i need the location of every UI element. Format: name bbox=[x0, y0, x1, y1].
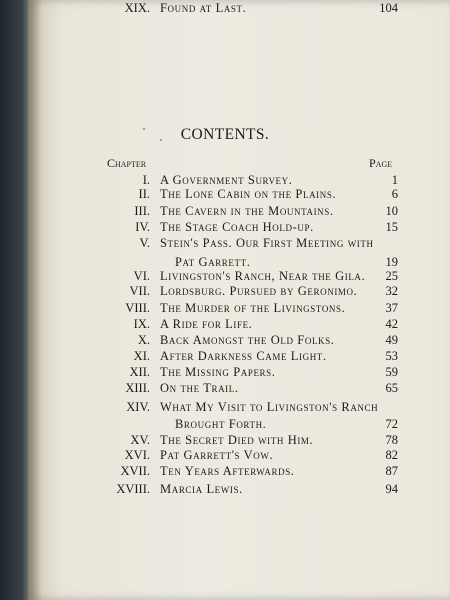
page-number: 94 bbox=[385, 482, 398, 496]
chapter-number: XVI. bbox=[124, 448, 150, 462]
page-number: 10 bbox=[385, 204, 398, 218]
page-number: 53 bbox=[385, 349, 398, 363]
page-number: 15 bbox=[385, 220, 398, 234]
toc-entry bbox=[0, 332, 450, 348]
page-number: 1 bbox=[391, 173, 398, 187]
page-number: 25 bbox=[385, 269, 398, 283]
toc-entry bbox=[0, 186, 450, 202]
page-number: 37 bbox=[385, 301, 398, 315]
chapter-title: A Government Survey. bbox=[160, 173, 293, 187]
chapter-number: XI. bbox=[133, 349, 150, 363]
chapter-title: Lordsburg. Pursued by Geronimo. bbox=[160, 284, 358, 298]
chapter-number: IV. bbox=[135, 220, 150, 234]
toc-entry bbox=[0, 364, 450, 380]
toc-entry bbox=[0, 219, 450, 235]
chapter-title: Livingston's Ranch, Near the Gila. bbox=[160, 269, 366, 283]
page-number: 59 bbox=[385, 365, 398, 379]
toc-entry bbox=[0, 235, 450, 251]
chapter-number: XII. bbox=[129, 365, 150, 379]
chapter-title: The Secret Died with Him. bbox=[160, 433, 314, 447]
chapter-number: VIII. bbox=[125, 301, 150, 315]
toc-entry bbox=[0, 380, 450, 396]
toc-entry bbox=[0, 0, 450, 16]
page-number: 78 bbox=[385, 433, 398, 447]
page-column-header: Page bbox=[369, 156, 393, 170]
chapter-title: Ten Years Afterwards. bbox=[160, 464, 295, 478]
chapter-title: The Stage Coach Hold-up. bbox=[160, 220, 314, 234]
toc-entry bbox=[0, 268, 450, 284]
chapter-title: The Missing Papers. bbox=[160, 365, 276, 379]
toc-entry bbox=[0, 203, 450, 219]
toc-entry-continuation bbox=[0, 416, 450, 432]
chapter-title: Stein's Pass. Our First Meeting with bbox=[160, 236, 374, 250]
chapter-title-continuation: Pat Garrett. bbox=[175, 255, 251, 269]
chapter-number: X. bbox=[137, 333, 150, 347]
chapter-title: The Cavern in the Mountains. bbox=[160, 204, 334, 218]
chapter-number: XIX. bbox=[124, 1, 150, 15]
chapter-number: II. bbox=[138, 187, 150, 201]
page-number: 32 bbox=[385, 284, 398, 298]
toc-entry bbox=[0, 316, 450, 332]
page-number: 19 bbox=[385, 255, 398, 269]
toc-entry bbox=[0, 481, 450, 497]
chapter-title: Found at Last. bbox=[160, 1, 247, 15]
page-number: 87 bbox=[385, 464, 398, 478]
chapter-title-continuation: Brought Forth. bbox=[175, 417, 267, 431]
toc-entry bbox=[0, 300, 450, 316]
chapter-number: V. bbox=[139, 236, 150, 250]
chapter-title: A Ride for Life. bbox=[160, 317, 253, 331]
page-number: 72 bbox=[385, 417, 398, 431]
toc-entry bbox=[0, 399, 450, 415]
chapter-number: XIII. bbox=[125, 381, 150, 395]
chapter-number: XV. bbox=[130, 433, 150, 447]
chapter-title: The Lone Cabin on the Plains. bbox=[160, 187, 337, 201]
page-number: 65 bbox=[385, 381, 398, 395]
chapter-number: XIV. bbox=[126, 400, 150, 414]
page-number: 6 bbox=[391, 187, 398, 201]
toc-entry bbox=[0, 348, 450, 364]
page-number: 82 bbox=[385, 448, 398, 462]
chapter-number: III. bbox=[134, 204, 150, 218]
page-number: 49 bbox=[385, 333, 398, 347]
chapter-number: VI. bbox=[133, 269, 150, 283]
chapter-title: On the Trail. bbox=[160, 381, 239, 395]
chapter-number: XVII. bbox=[120, 464, 150, 478]
contents-heading: CONTENTS. bbox=[180, 126, 270, 143]
toc-entry bbox=[0, 283, 450, 299]
chapter-title: Back Amongst the Old Folks. bbox=[160, 333, 335, 347]
chapter-number: XVIII. bbox=[116, 482, 150, 496]
chapter-title: The Murder of the Livingstons. bbox=[160, 301, 346, 315]
chapter-title: After Darkness Came Light. bbox=[160, 349, 327, 363]
chapter-number: I. bbox=[142, 173, 150, 187]
chapter-title: Pat Garrett's Vow. bbox=[160, 448, 274, 462]
page-number: 104 bbox=[379, 1, 398, 15]
chapter-number: IX. bbox=[133, 317, 150, 331]
chapter-number: VII. bbox=[129, 284, 150, 298]
chapter-title: Marcia Lewis. bbox=[160, 482, 243, 496]
toc-entry bbox=[0, 447, 450, 463]
toc-entry bbox=[0, 463, 450, 479]
toc-entry bbox=[0, 432, 450, 448]
page-number: 42 bbox=[385, 317, 398, 331]
chapter-title: What My Visit to Livingston's Ranch bbox=[160, 400, 379, 414]
chapter-column-header: Chapter bbox=[107, 156, 147, 170]
